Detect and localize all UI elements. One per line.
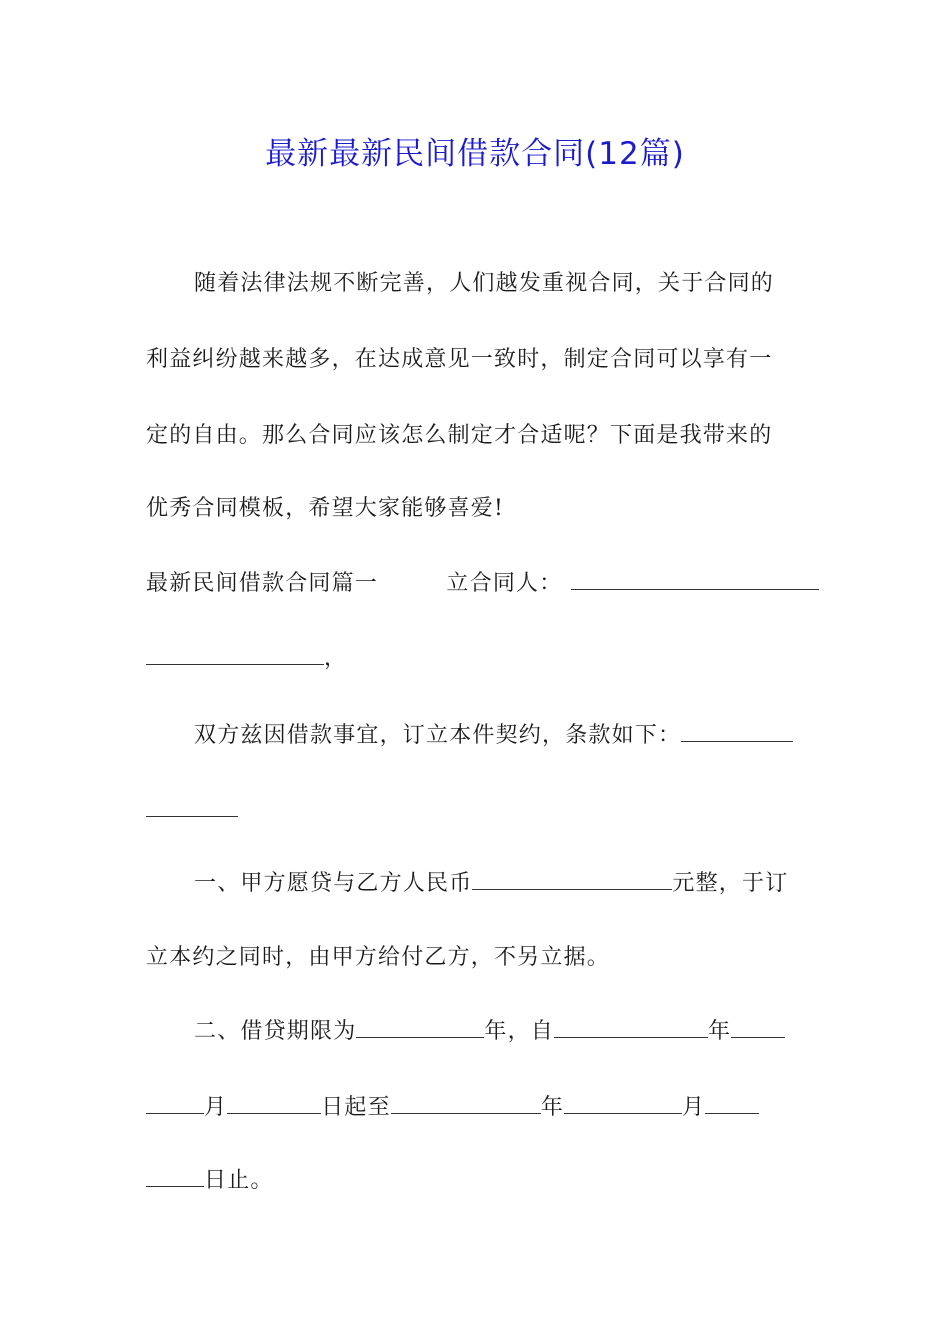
document-title: 最新最新民间借款合同(12篇) [265, 136, 685, 172]
party-comma: ， [324, 646, 348, 671]
clause-1-line-2: 立本约之同时，由甲方给付乙方，不另立据。 [146, 945, 611, 970]
party-line-2 [146, 643, 806, 675]
section-heading-row [146, 568, 806, 600]
start-year-blank[interactable] [554, 1017, 708, 1038]
clause-2-year-from: 年，自 [484, 1019, 555, 1044]
start-month-blank-a[interactable] [731, 1017, 785, 1038]
preamble-blank-2[interactable] [146, 796, 238, 817]
intro-line-3: 定的自由。那么合同应该怎么制定才合适呢？下面是我带来的 [146, 423, 773, 448]
preamble-line [194, 720, 806, 752]
clause-1-line-1 [194, 868, 806, 900]
preamble-text: 双方兹因借款事宜，订立本件契约，条款如下： [194, 723, 682, 748]
clause-1-text-b: 元整，于订 [672, 871, 789, 896]
party-label: 立合同人： [446, 571, 563, 596]
clause-2-text-a: 二、借贷期限为 [194, 1019, 357, 1044]
amount-blank[interactable] [472, 869, 672, 890]
section-heading: 最新民间借款合同篇一 [146, 571, 379, 596]
end-year-blank[interactable] [391, 1093, 541, 1114]
end-day-blank-b[interactable] [146, 1166, 204, 1187]
clause-2-month-label-2: 月 [682, 1095, 706, 1120]
intro-line-2: 利益纠纷越来越多，在达成意见一致时，制定合同可以享有一 [146, 347, 773, 372]
clause-2-line-1 [194, 1016, 806, 1048]
clause-2-month-label: 月 [204, 1095, 228, 1120]
party-name-blank[interactable] [571, 569, 819, 590]
clause-1-text-a: 一、甲方愿贷与乙方人民币 [194, 871, 473, 896]
clause-2-year-label-2: 年 [540, 1095, 565, 1120]
start-day-blank[interactable] [227, 1093, 321, 1114]
preamble-blank[interactable] [681, 721, 793, 742]
term-years-blank[interactable] [356, 1017, 484, 1038]
start-month-blank-b[interactable] [146, 1093, 204, 1114]
intro-line-1: 随着法律法规不断完善，人们越发重视合同，关于合同的 [194, 271, 775, 296]
clause-2-day-until: 日起至 [321, 1095, 391, 1120]
intro-line-4: 优秀合同模板，希望大家能够喜爱! [146, 496, 505, 521]
clause-2-line-2 [146, 1092, 806, 1124]
party-name-blank-2[interactable] [146, 644, 324, 665]
clause-2-end: 日止。 [204, 1168, 274, 1193]
clause-2-line-3 [146, 1165, 806, 1197]
end-month-blank[interactable] [564, 1093, 682, 1114]
clause-2-year-label: 年 [708, 1019, 732, 1044]
preamble-line-2 [146, 795, 806, 827]
end-day-blank-a[interactable] [705, 1093, 759, 1114]
